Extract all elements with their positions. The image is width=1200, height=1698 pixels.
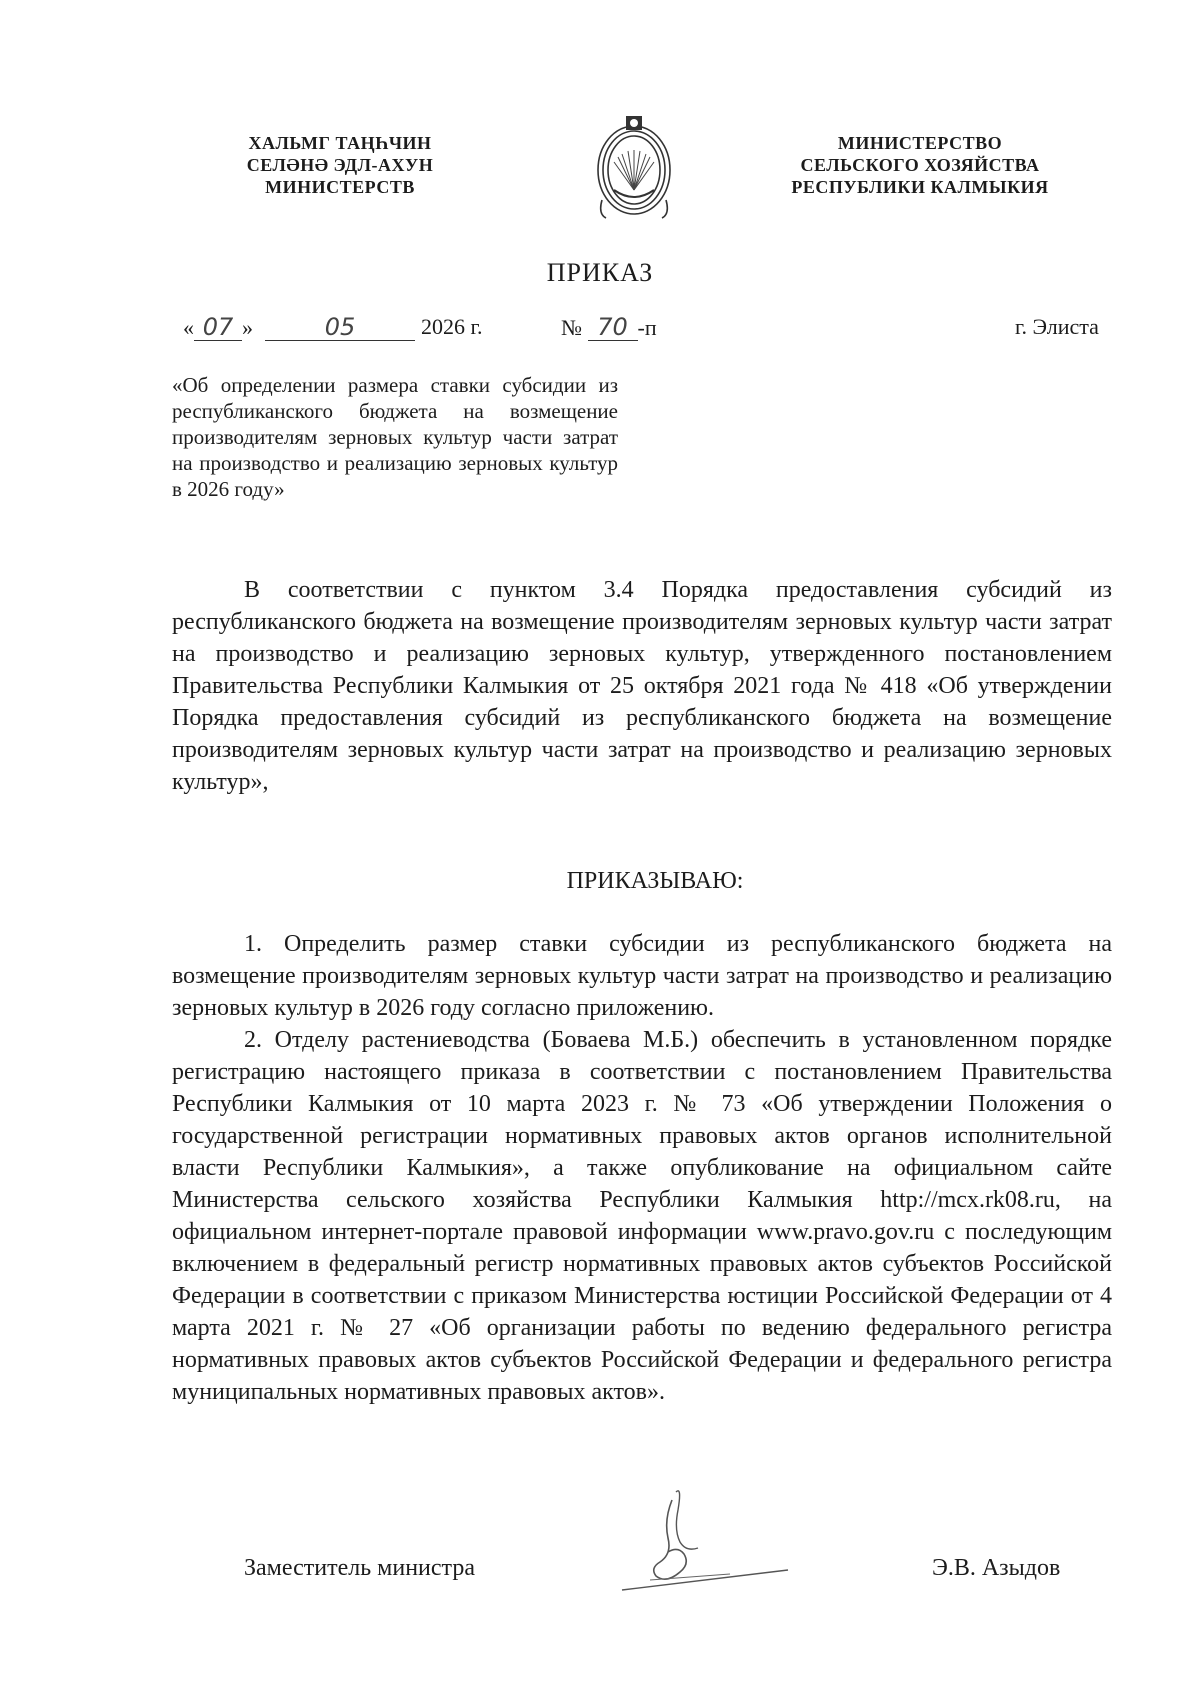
document-subject: «Об определении размера ставки субсидии из республиканского бюджета на возмещение производителям зерновых культур части затрат на производство и реализацию зерновых культур в 2026 году» [172, 373, 618, 501]
date-day: 07 [194, 314, 242, 341]
signatory-name: Э.В. Азыдов [932, 1555, 1061, 1581]
signatory-title: Заместитель министра [244, 1555, 475, 1581]
number-suffix: -п [637, 315, 657, 340]
header-left-line-3: МИНИСТЕРСТВ [265, 177, 415, 197]
date-month: 05 [265, 314, 415, 341]
header-kalmyk-ministry [220, 132, 460, 198]
header-right-line-1: МИНИСТЕРСТВО [837, 133, 1003, 153]
header-right-line-2: СЕЛЬСКОГО ХОЗЯЙСТВА [800, 155, 1040, 175]
document-number: 70 [588, 314, 638, 341]
header-left-line-1: ХАЛЬМГ ТАҢҺЧИН [248, 133, 432, 153]
order-item-1: 1. Определить размер ставки субсидии из республиканского бюджета на возмещение производителям зерновых культур части затрат на производство и реализацию зерновых культур в 2026 году согласно приложению. [172, 931, 1112, 1021]
number-prefix: № [561, 315, 582, 340]
date-year: 2026 г. [421, 314, 483, 339]
date-month-field [265, 314, 415, 341]
city: г. Элиста [1015, 314, 1099, 339]
date-number-line [183, 314, 1113, 348]
signature-icon [620, 1480, 790, 1600]
date-day-field: « 07 » [183, 313, 253, 341]
preamble-paragraph: В соответствии с пунктом 3.4 Порядка предоставления субсидий из республиканского бюджета на возмещение производителям зерновых культур части затрат на производство и реализацию зерновых культур, утвержденного постановлением Правительства Республики Калмыкия от 25 октября 2021 года № 418 «Об утверждении Порядка предоставления субсидий из республиканского бюджета на возмещение производителям зерновых культур части затрат на производство и реализацию зерновых культур», [172, 577, 1112, 795]
document-number-field [561, 314, 657, 341]
document-type-title: ПРИКАЗ [546, 258, 654, 287]
order-item-2: 2. Отделу растениеводства (Боваева М.Б.) обеспечить в установленном порядке регистрацию настоящего приказа в соответствии с постановлением Правительства Республики Калмыкия от 10 марта 2023 г. № 73 «Об утверждении Положения о государственной регистрации нормативных правовых актов органов исполнительной власти Республики Калмыкия», а также опубликование на официальном сайте Министерства сельского хозяйства Республики Калмыкия http://mcx.rk08.ru, на официальном интернет-портале правовой информации www.pravo.gov.ru с последующим включением в федеральный регистр нормативных правовых актов субъектов Российской Федерации в соответствии с приказом Министерства юстиции Российской Федерации от 4 марта 2021 г. № 27 «Об организации работы по ведению федерального регистра нормативных правовых актов субъектов Российской Федерации и федерального регистра муниципальных нормативных правовых актов». [172, 1027, 1112, 1405]
order-word: ПРИКАЗЫВАЮ: [566, 868, 744, 894]
preamble-block [172, 574, 1112, 798]
order-items [172, 928, 1112, 1408]
header-right-line-3: РЕСПУБЛИКИ КАЛМЫКИЯ [791, 177, 1049, 197]
header-russian-ministry [770, 132, 1070, 198]
coat-of-arms-icon [592, 110, 676, 222]
header-left-line-2: СЕЛӘНӘ ЭДЛ-АХУН [246, 155, 434, 175]
